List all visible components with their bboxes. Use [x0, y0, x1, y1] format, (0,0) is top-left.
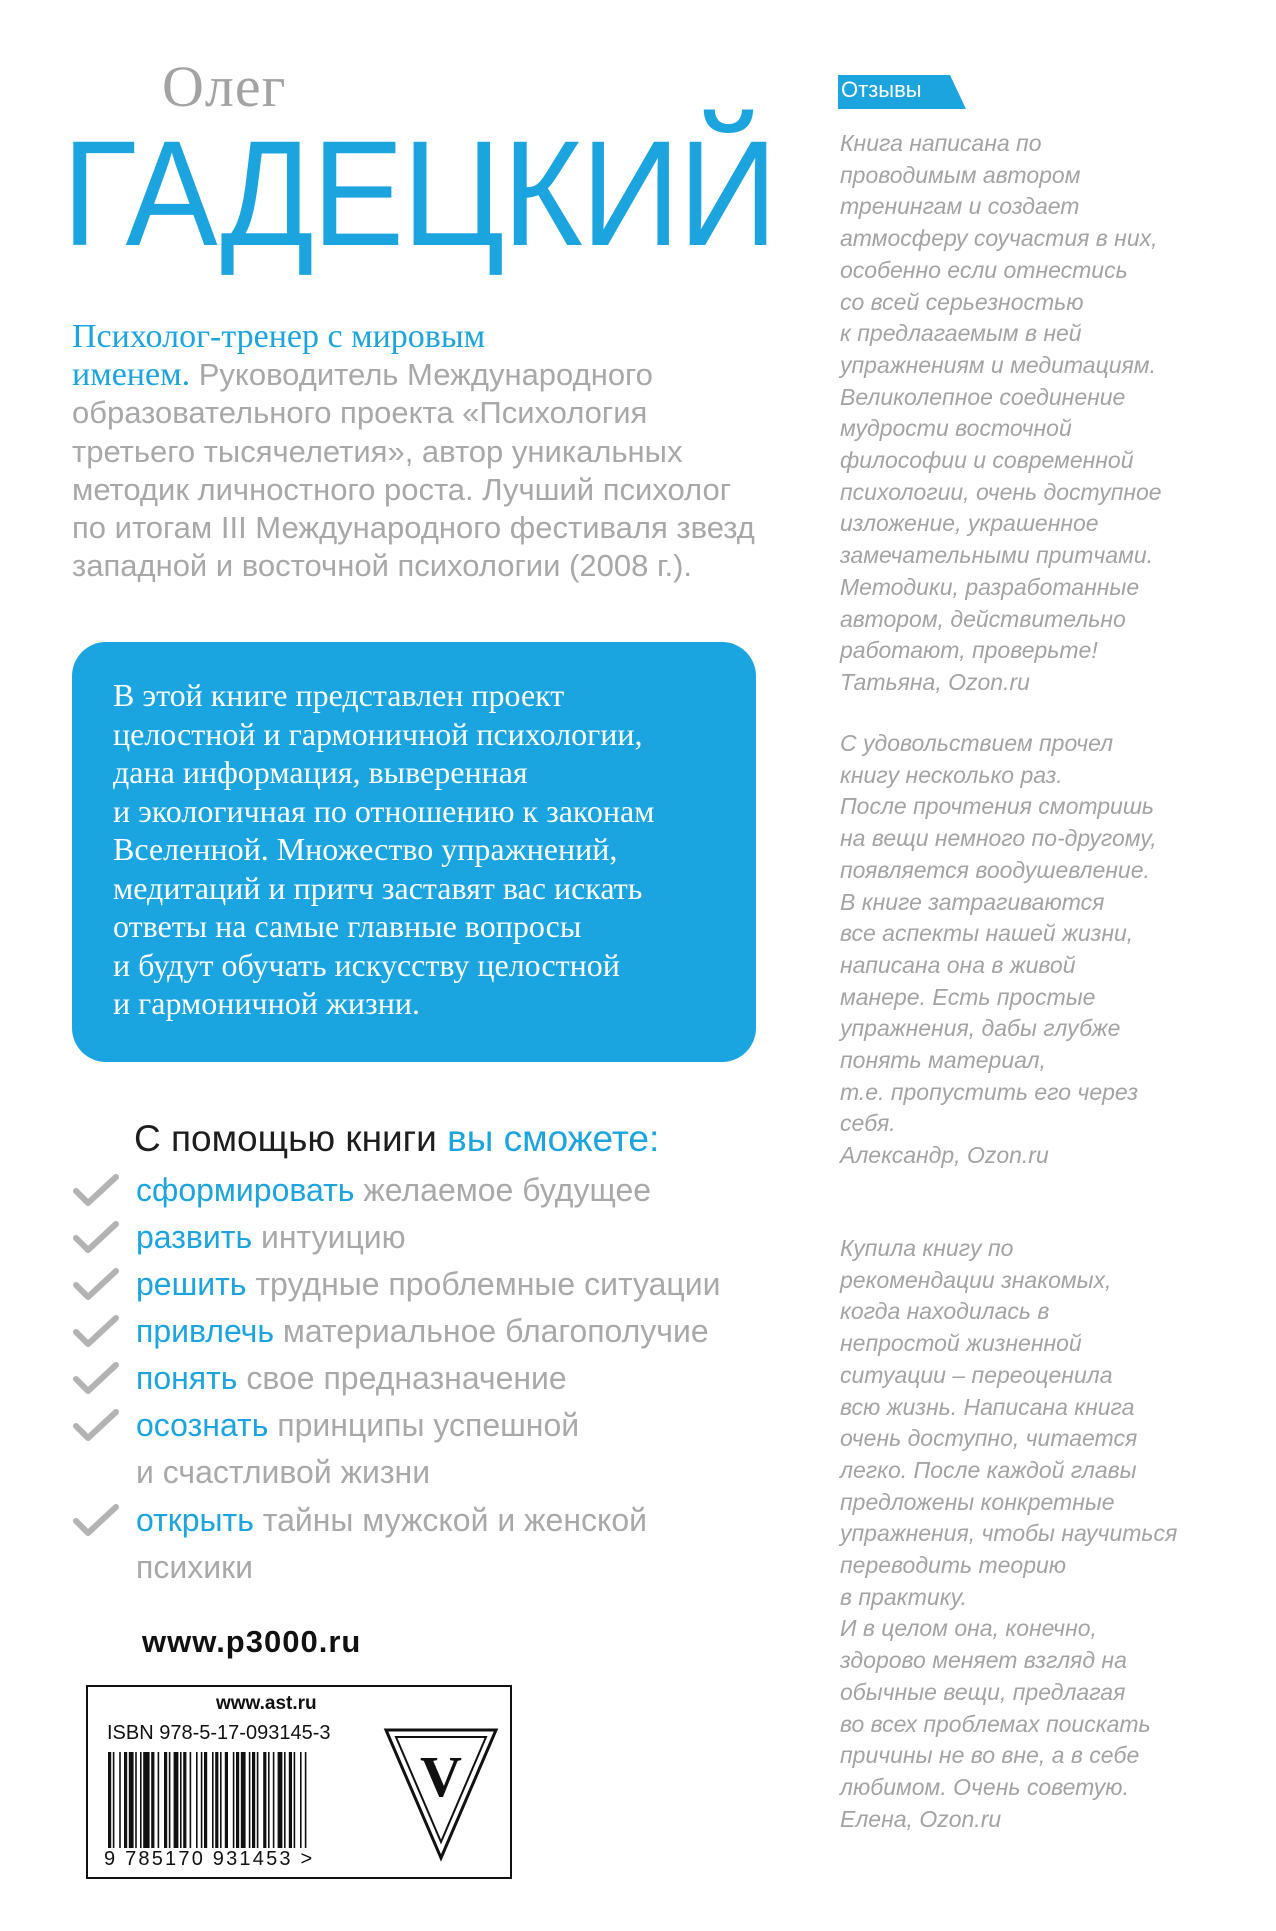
review-1	[840, 128, 1200, 699]
barcode-bar	[204, 1752, 207, 1848]
benefit-rest: материальное благополучие	[274, 1313, 709, 1349]
review-line: мудрости восточной	[840, 415, 1072, 442]
barcode-bar	[196, 1752, 198, 1848]
checkmark-icon	[72, 1497, 120, 1544]
benefit-rest: интуицию	[252, 1219, 406, 1255]
benefits-heading-highlight: вы сможете:	[447, 1118, 660, 1159]
barcode-bar	[183, 1752, 186, 1848]
barcode-bar	[257, 1752, 259, 1848]
benefit-rest: тайны мужской и женской	[253, 1502, 648, 1538]
review-line: упражнения, чтобы научиться	[840, 1520, 1178, 1547]
review-line: когда находилась в	[840, 1298, 1050, 1325]
barcode-bar	[278, 1752, 283, 1848]
description-line: целостной и гармоничной психологии,	[113, 715, 643, 752]
barcode-bar	[151, 1752, 154, 1848]
barcode-bar	[108, 1752, 111, 1848]
review-line: проводимым автором	[840, 161, 1081, 188]
benefit-rest: свое предназначение	[237, 1360, 567, 1396]
review-line: причины не во вне, а в себе	[840, 1742, 1140, 1769]
description-line: медитаций и притч заставят вас искать	[113, 869, 643, 906]
review-line: написана она в живой	[840, 951, 1076, 978]
checkmark-icon	[72, 1214, 120, 1261]
benefit-continuation: и счастливой жизни	[136, 1454, 431, 1490]
review-line: здорово меняет взгляд на	[840, 1647, 1127, 1674]
review-line: Купила книгу по	[840, 1235, 1014, 1261]
benefit-verb: открыть	[136, 1502, 254, 1538]
barcode-bar	[201, 1752, 203, 1848]
review-line: понять материал,	[840, 1047, 1047, 1074]
review-line: всю жизнь. Написана книга	[840, 1393, 1135, 1420]
review-line: тренингам и создает	[840, 193, 1080, 220]
description-line: В этой книге представлен проект	[113, 677, 565, 713]
barcode-bar	[158, 1752, 160, 1848]
review-line: философии и современной	[840, 447, 1134, 474]
review-2	[840, 728, 1200, 1172]
review-line: С удовольствием прочел	[840, 730, 1114, 756]
review-line: Великолепное соединение	[840, 383, 1126, 410]
publisher-logo-letter: V	[420, 1744, 462, 1809]
review-line: книгу несколько раз.	[840, 761, 1063, 788]
review-line: И в целом она, конечно,	[840, 1615, 1097, 1642]
review-line: очень доступно, читается	[840, 1425, 1138, 1452]
benefit-verb: решить	[136, 1266, 247, 1302]
barcode-bar	[305, 1752, 307, 1848]
bio-line: третьего тысячелетия», автор уникальных	[72, 433, 683, 469]
barcode-bar	[180, 1752, 182, 1848]
review-line: непростой жизненной	[840, 1330, 1082, 1357]
review-line: Елена, Ozon.ru	[840, 1805, 1002, 1832]
description-line: Вселенной. Множество упражнений,	[113, 831, 618, 867]
review-line: в практику.	[840, 1583, 967, 1610]
barcode-bar	[273, 1752, 275, 1848]
benefit-rest: трудные проблемные ситуации	[246, 1266, 721, 1302]
review-line: все аспекты нашей жизни,	[840, 920, 1134, 947]
barcode-bar	[300, 1752, 302, 1848]
description-line: и будут обучать искусству целостной	[113, 946, 620, 983]
barcode-bar	[164, 1752, 167, 1848]
review-line: упражнениям и медитациям.	[840, 351, 1156, 378]
bio-lead-line: Психолог-тренер с мировым	[72, 318, 486, 355]
bio-lead-tail: именем.	[72, 356, 191, 394]
barcode-bar	[113, 1752, 115, 1848]
review-line: После прочтения смотришь	[840, 793, 1155, 820]
bio-line: методик личностного роста. Лучший психолог	[72, 471, 732, 507]
review-line: во всех проблемах поискать	[840, 1710, 1151, 1737]
review-line: переводить теорию	[840, 1552, 1067, 1579]
barcode-bar	[169, 1752, 171, 1848]
barcode-bar	[212, 1752, 214, 1848]
review-line: на вещи немного по-другому,	[840, 825, 1157, 852]
review-line: рекомендации знакомых,	[840, 1266, 1112, 1293]
review-line: особенно если отнестись	[840, 256, 1128, 283]
bio-text: Руководитель Международного	[198, 357, 653, 393]
review-line: психологии, очень доступное	[840, 478, 1162, 505]
benefit-verb: осознать	[136, 1407, 269, 1443]
review-line: упражнения, дабы глубже	[840, 1015, 1121, 1042]
review-line: манере. Есть простые	[840, 983, 1096, 1010]
benefit-continuation: психики	[136, 1549, 253, 1585]
barcode-bar	[252, 1752, 255, 1848]
review-line: В книге затрагиваются	[840, 888, 1105, 915]
isbn: ISBN 978-5-17-093145-3	[107, 1722, 331, 1744]
barcode-bar	[233, 1752, 235, 1848]
review-line: атмосферу соучастия в них,	[840, 225, 1158, 252]
bio-line: образовательного проекта «Психология	[72, 395, 648, 431]
review-line: ситуации – переоценила	[840, 1361, 1113, 1388]
barcode-bar	[124, 1752, 127, 1848]
review-line: Методики, разработанные	[840, 573, 1140, 600]
checkmark-icon	[72, 1355, 120, 1402]
review-line: работают, проверьте!	[840, 637, 1098, 664]
barcode-bar	[220, 1752, 222, 1848]
benefit-rest: желаемое будущее	[354, 1172, 652, 1208]
review-line: обычные вещи, предлагая	[840, 1678, 1126, 1705]
review-line: к предлагаемым в ней	[840, 320, 1082, 347]
barcode-bar	[225, 1752, 228, 1848]
author-last-name: ГАДЕЦКИЙ	[62, 109, 776, 277]
description-line: дана информация, выверенная	[113, 754, 528, 790]
barcode-bar	[236, 1752, 239, 1848]
review-line: предложены конкретные	[840, 1488, 1115, 1515]
review-line: со всей серьезностью	[840, 288, 1084, 315]
description-text	[113, 676, 753, 1023]
benefits-heading	[134, 1118, 659, 1160]
barcode-bar	[143, 1752, 149, 1848]
barcode-image	[108, 1752, 370, 1848]
barcode-bar	[215, 1752, 218, 1848]
bio-line	[72, 356, 772, 394]
review-line: изложение, украшенное	[840, 510, 1099, 537]
benefits-heading-plain: С помощью книги	[134, 1118, 448, 1159]
barcode-bar	[174, 1752, 179, 1848]
barcode-bar	[129, 1752, 134, 1848]
benefit-verb: понять	[136, 1360, 238, 1396]
checkmark-icon	[72, 1167, 120, 1214]
checkmark-icon	[72, 1308, 120, 1355]
review-line: автором, действительно	[840, 605, 1126, 632]
review-line: появляется воодушевление.	[840, 856, 1150, 883]
review-line: Александр, Ozon.ru	[840, 1142, 1049, 1169]
author-website[interactable]: www.p3000.ru	[142, 1624, 362, 1659]
author-bio	[72, 318, 772, 585]
review-line: себя.	[840, 1110, 896, 1137]
barcode-digits: 9 785170 931453 >	[104, 1848, 315, 1870]
review-line: легко. После каждой главы	[840, 1456, 1137, 1483]
review-line: замечательными притчами.	[840, 542, 1154, 569]
description-line: ответы на самые главные вопросы	[113, 908, 582, 944]
publisher-logo-icon	[382, 1724, 500, 1864]
barcode-bar	[135, 1752, 137, 1848]
benefit-verb: привлечь	[136, 1313, 275, 1349]
barcode-bar	[190, 1752, 192, 1848]
publisher-url[interactable]: www.ast.ru	[216, 1693, 317, 1714]
benefit-verb: развить	[136, 1219, 253, 1255]
benefit-rest: принципы успешной	[268, 1407, 580, 1443]
barcode-bar	[140, 1752, 142, 1848]
review-line: т.е. пропустить его через	[840, 1078, 1139, 1105]
barcode-bar	[119, 1752, 121, 1848]
barcode-bar	[284, 1752, 286, 1848]
reviews-label: Отзывы	[841, 77, 922, 102]
barcode-bar	[294, 1752, 296, 1848]
bio-line: западной и восточной психологии (2008 г.).	[72, 548, 693, 584]
review-line: любимом. Очень советую.	[840, 1773, 1129, 1800]
description-line: и экологичная по отношению к законам	[113, 792, 655, 829]
review-3	[840, 1233, 1200, 1835]
bio-line: по итогам III Международного фестиваля звезд	[72, 510, 755, 546]
barcode-bar	[241, 1752, 246, 1848]
barcode-bar	[289, 1752, 292, 1848]
benefit-verb: сформировать	[136, 1172, 355, 1208]
review-line: Книга написана по	[840, 130, 1042, 156]
barcode-bar	[249, 1752, 251, 1848]
review-line: Татьяна, Ozon.ru	[840, 668, 1030, 695]
author-first-name: Олег	[162, 54, 287, 119]
checkmark-icon	[72, 1402, 120, 1449]
description-line: и гармоничной жизни.	[113, 985, 420, 1021]
barcode-bar	[263, 1752, 266, 1848]
checkmark-icon	[72, 1261, 120, 1308]
barcode-bar	[268, 1752, 270, 1848]
